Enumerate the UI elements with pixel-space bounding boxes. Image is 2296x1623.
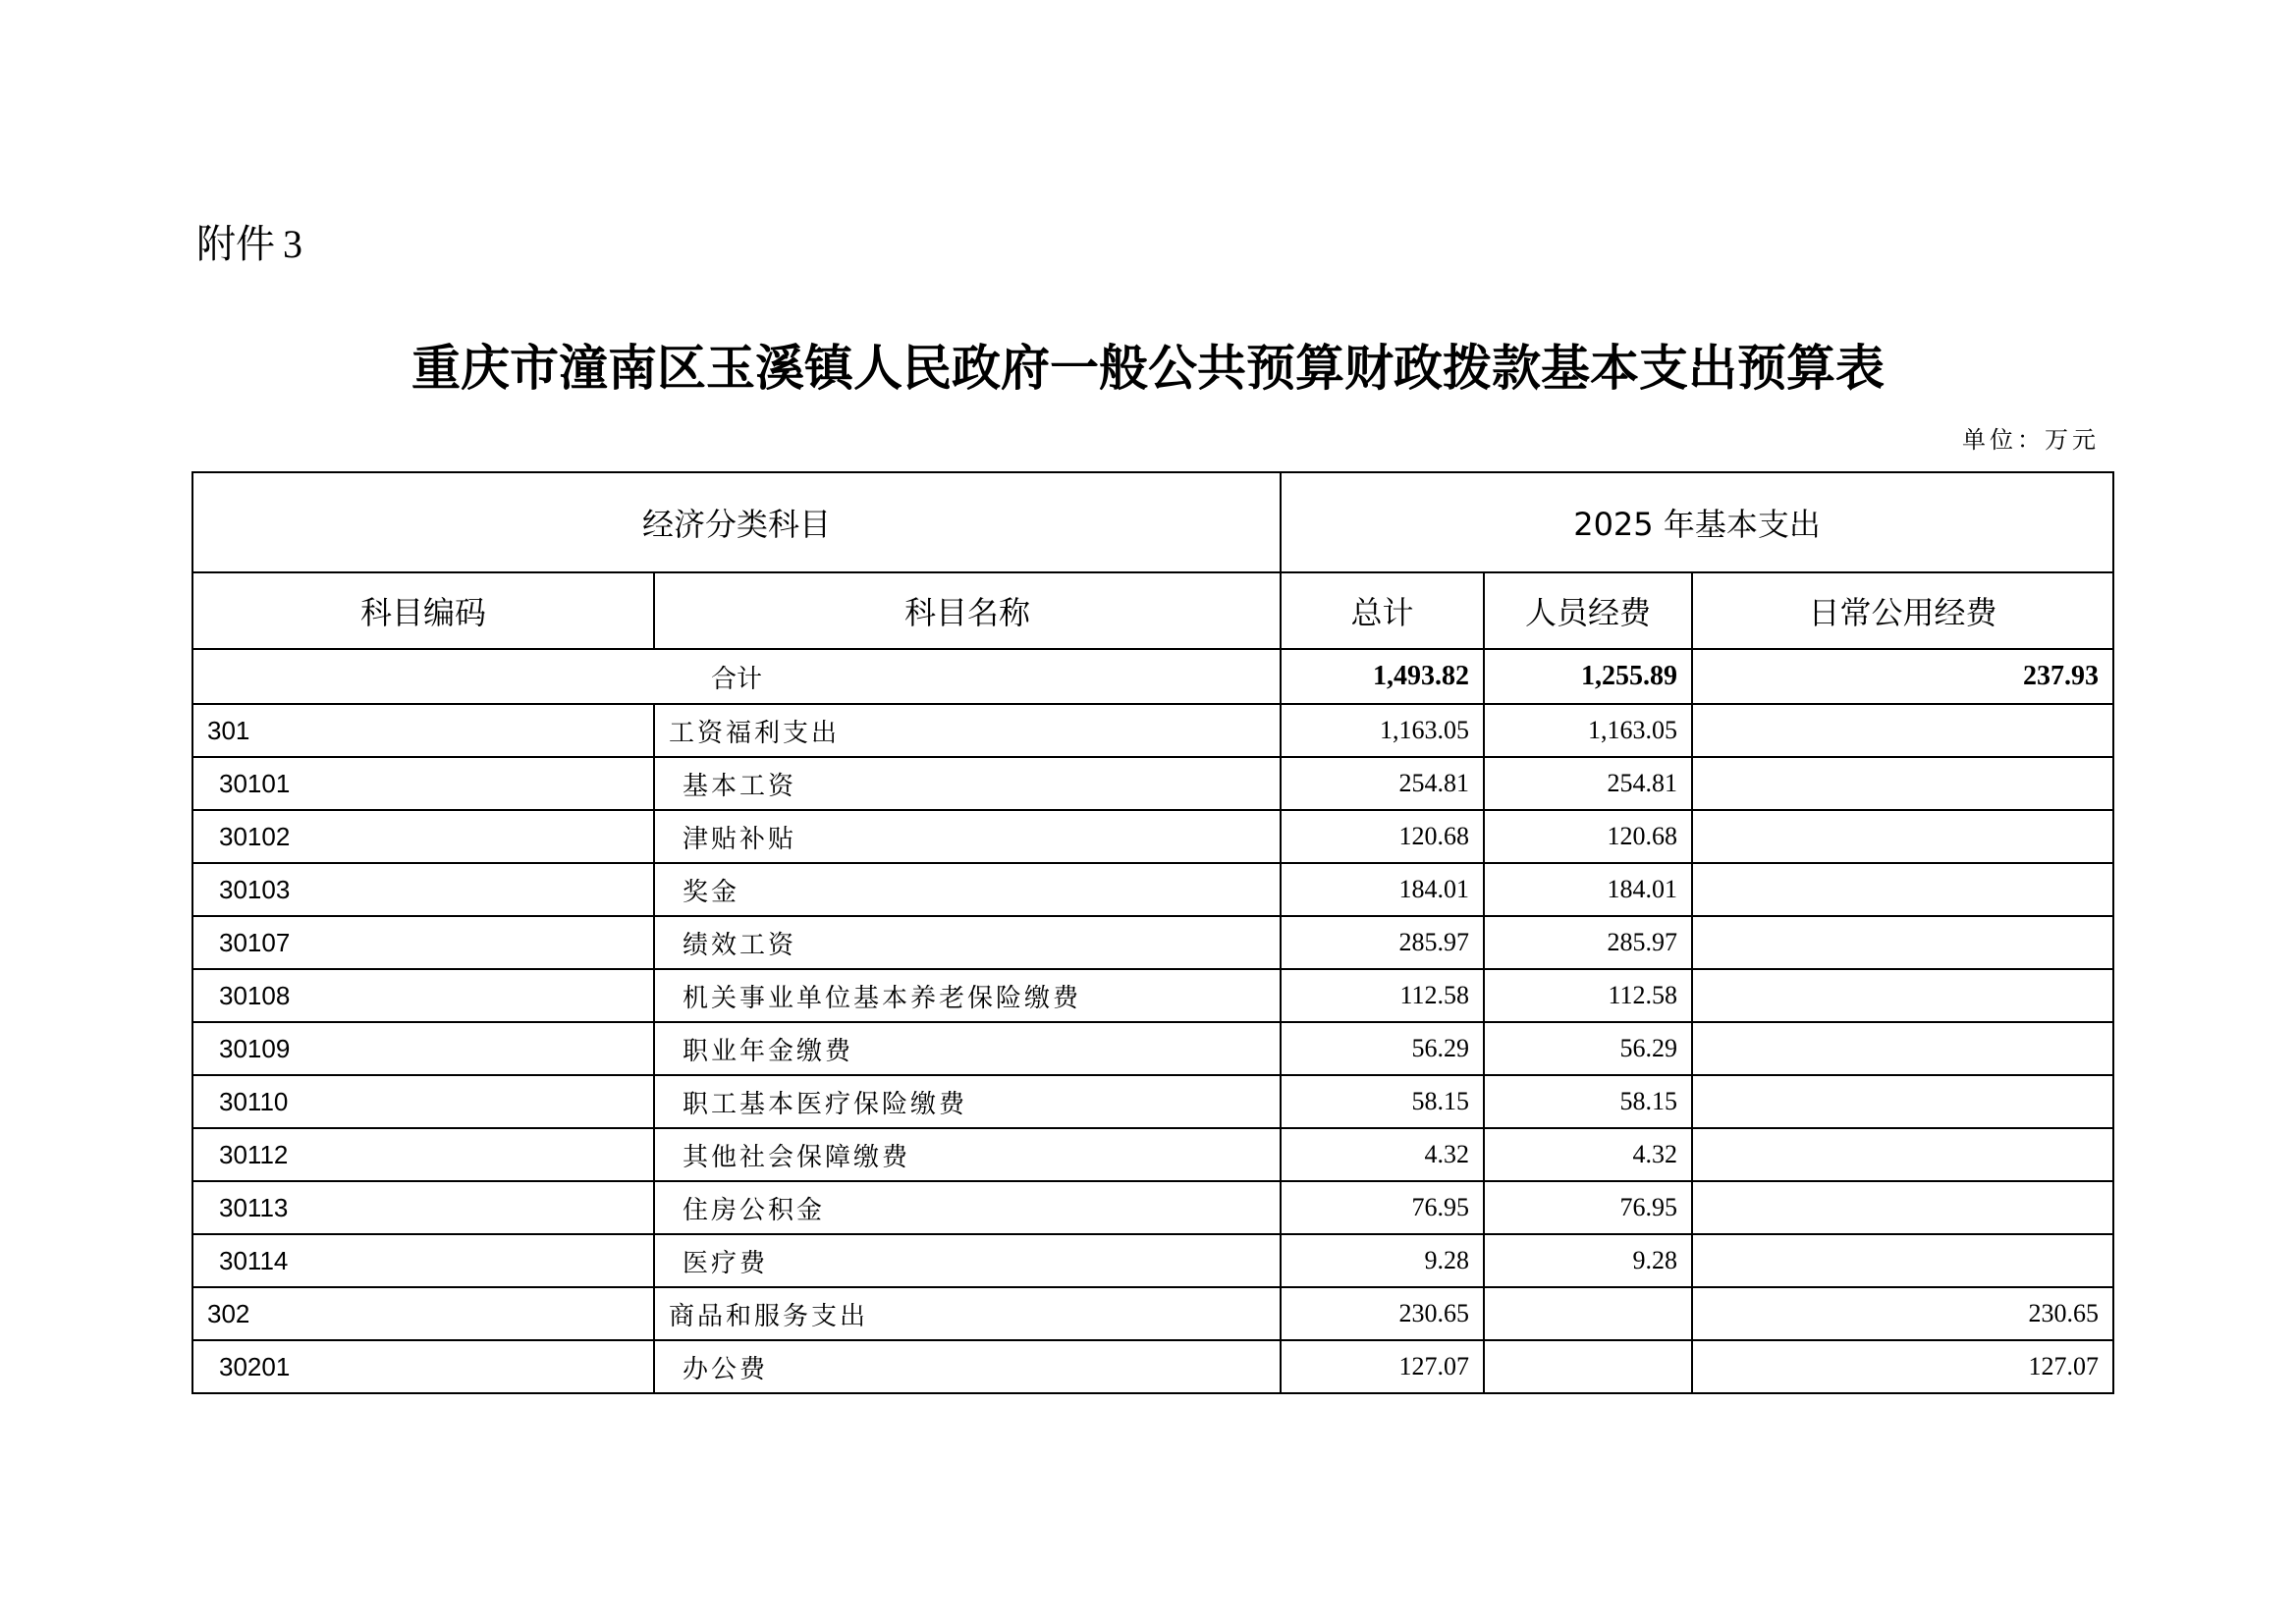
- row-personnel: 58.15: [1484, 1075, 1692, 1128]
- row-name: 工资福利支出: [654, 704, 1281, 757]
- row-public: [1692, 1181, 2113, 1234]
- row-total: 76.95: [1281, 1181, 1484, 1234]
- row-total: 56.29: [1281, 1022, 1484, 1075]
- unit-label: 单位：万元: [1962, 426, 2100, 454]
- row-personnel: [1484, 1340, 1692, 1393]
- row-total: 58.15: [1281, 1075, 1484, 1128]
- row-code: 30102: [192, 810, 654, 863]
- budget-table-body: [192, 472, 2113, 1393]
- column-header-personnel: 人员经费: [1484, 572, 1692, 649]
- table-row: [192, 1340, 2113, 1393]
- table-row: [192, 1234, 2113, 1287]
- row-personnel: 184.01: [1484, 863, 1692, 916]
- row-personnel: 112.58: [1484, 969, 1692, 1022]
- row-personnel: [1484, 1287, 1692, 1340]
- row-code: 301: [192, 704, 654, 757]
- row-name: 机关事业单位基本养老保险缴费: [654, 969, 1281, 1022]
- row-name: 职工基本医疗保险缴费: [654, 1075, 1281, 1128]
- row-total: 184.01: [1281, 863, 1484, 916]
- row-total: 120.68: [1281, 810, 1484, 863]
- table-row: [192, 1075, 2113, 1128]
- total-label: 合计: [192, 649, 1281, 704]
- row-public: 230.65: [1692, 1287, 2113, 1340]
- row-code: 30201: [192, 1340, 654, 1393]
- attachment-label: [196, 218, 302, 271]
- row-name: 绩效工资: [654, 916, 1281, 969]
- column-header-row: [192, 572, 2113, 649]
- table-row: [192, 969, 2113, 1022]
- row-personnel: 56.29: [1484, 1022, 1692, 1075]
- row-name: 住房公积金: [654, 1181, 1281, 1234]
- table-row: [192, 916, 2113, 969]
- row-personnel: 1,163.05: [1484, 704, 1692, 757]
- row-personnel: 120.68: [1484, 810, 1692, 863]
- row-personnel: 4.32: [1484, 1128, 1692, 1181]
- row-total: 9.28: [1281, 1234, 1484, 1287]
- row-public: 127.07: [1692, 1340, 2113, 1393]
- attachment-number: 3: [283, 222, 302, 266]
- row-public: [1692, 916, 2113, 969]
- row-public: [1692, 704, 2113, 757]
- table-row: [192, 1022, 2113, 1075]
- table-row: [192, 757, 2113, 810]
- column-header-public: 日常公用经费: [1692, 572, 2113, 649]
- row-total: 1,163.05: [1281, 704, 1484, 757]
- row-name: 津贴补贴: [654, 810, 1281, 863]
- row-code: 30103: [192, 863, 654, 916]
- table-row: [192, 1287, 2113, 1340]
- row-total: 4.32: [1281, 1128, 1484, 1181]
- row-public: [1692, 1075, 2113, 1128]
- column-header-total: 总计: [1281, 572, 1484, 649]
- table-row: [192, 1181, 2113, 1234]
- column-header-name: 科目名称: [654, 572, 1281, 649]
- budget-table: [191, 471, 2114, 1394]
- row-name: 其他社会保障缴费: [654, 1128, 1281, 1181]
- row-total: 112.58: [1281, 969, 1484, 1022]
- row-total: 254.81: [1281, 757, 1484, 810]
- group-header-expenditure: 2025 年基本支出: [1281, 472, 2113, 572]
- total-row: [192, 649, 2113, 704]
- row-personnel: 76.95: [1484, 1181, 1692, 1234]
- group-header-row: [192, 472, 2113, 572]
- row-code: 30114: [192, 1234, 654, 1287]
- row-public: [1692, 757, 2113, 810]
- row-public: [1692, 1022, 2113, 1075]
- row-total: 127.07: [1281, 1340, 1484, 1393]
- row-name: 办公费: [654, 1340, 1281, 1393]
- row-code: 30107: [192, 916, 654, 969]
- row-name: 奖金: [654, 863, 1281, 916]
- row-public: [1692, 863, 2113, 916]
- row-personnel: 285.97: [1484, 916, 1692, 969]
- row-name: 职业年金缴费: [654, 1022, 1281, 1075]
- row-code: 30101: [192, 757, 654, 810]
- total-public: 237.93: [1692, 649, 2113, 704]
- table-row: [192, 863, 2113, 916]
- row-personnel: 9.28: [1484, 1234, 1692, 1287]
- row-total: 230.65: [1281, 1287, 1484, 1340]
- group-header-classification: 经济分类科目: [192, 472, 1281, 572]
- row-name: 医疗费: [654, 1234, 1281, 1287]
- table-row: [192, 810, 2113, 863]
- row-code: 30110: [192, 1075, 654, 1128]
- column-header-code: 科目编码: [192, 572, 654, 649]
- row-name: 基本工资: [654, 757, 1281, 810]
- total-total: 1,493.82: [1281, 649, 1484, 704]
- row-personnel: 254.81: [1484, 757, 1692, 810]
- row-total: 285.97: [1281, 916, 1484, 969]
- row-public: [1692, 810, 2113, 863]
- row-code: 302: [192, 1287, 654, 1340]
- row-name: 商品和服务支出: [654, 1287, 1281, 1340]
- table-row: [192, 1128, 2113, 1181]
- row-code: 30108: [192, 969, 654, 1022]
- row-public: [1692, 1128, 2113, 1181]
- row-public: [1692, 969, 2113, 1022]
- row-code: 30109: [192, 1022, 654, 1075]
- row-code: 30113: [192, 1181, 654, 1234]
- attachment-text: 附件: [196, 222, 275, 267]
- page-title: 重庆市潼南区玉溪镇人民政府一般公共预算财政拨款基本支出预算表: [411, 339, 1885, 397]
- row-code: 30112: [192, 1128, 654, 1181]
- row-public: [1692, 1234, 2113, 1287]
- table-row: [192, 704, 2113, 757]
- total-personnel: 1,255.89: [1484, 649, 1692, 704]
